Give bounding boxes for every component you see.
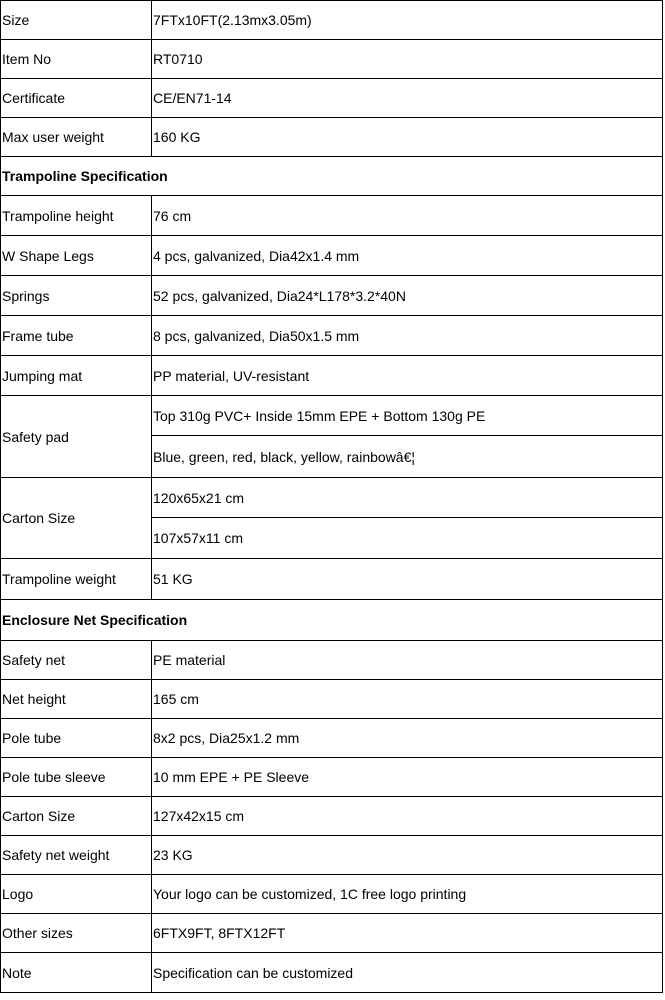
table-row <box>1 236 663 276</box>
table-row <box>1 196 663 236</box>
table-row <box>1 559 663 600</box>
table-row <box>1 316 663 356</box>
row-value: 120x65x21 cm <box>152 478 663 518</box>
row-value: 23 KG <box>152 836 663 875</box>
row-value: 4 pcs, galvanized, Dia42x1.4 mm <box>152 236 663 276</box>
table-row <box>1 478 663 518</box>
section-heading-row <box>1 600 663 641</box>
row-value: CE/EN71-14 <box>152 79 663 118</box>
row-value: 107x57x11 cm <box>152 518 663 559</box>
table-row <box>1 953 663 993</box>
row-label: Carton Size <box>1 797 152 836</box>
table-row <box>1 79 663 118</box>
table-row <box>1 914 663 953</box>
table-row <box>1 276 663 316</box>
row-label: Safety pad <box>1 396 152 478</box>
row-value: 76 cm <box>152 196 663 236</box>
row-label: Item No <box>1 40 152 79</box>
row-label: Logo <box>1 875 152 914</box>
row-value: Top 310g PVC+ Inside 15mm EPE + Bottom 130g PE <box>152 396 663 436</box>
row-value: 8 pcs, galvanized, Dia50x1.5 mm <box>152 316 663 356</box>
row-label: W Shape Legs <box>1 236 152 276</box>
table-row <box>1 641 663 680</box>
table-row <box>1 719 663 758</box>
row-value: 51 KG <box>152 559 663 600</box>
row-label: Note <box>1 953 152 993</box>
row-value: PP material, UV-resistant <box>152 356 663 396</box>
row-value: RT0710 <box>152 40 663 79</box>
row-label: Springs <box>1 276 152 316</box>
row-label: Pole tube <box>1 719 152 758</box>
row-label: Certificate <box>1 79 152 118</box>
table-row <box>1 797 663 836</box>
row-value: 8x2 pcs, Dia25x1.2 mm <box>152 719 663 758</box>
row-label: Other sizes <box>1 914 152 953</box>
row-label: Trampoline weight <box>1 559 152 600</box>
row-label: Trampoline height <box>1 196 152 236</box>
row-value: 10 mm EPE + PE Sleeve <box>152 758 663 797</box>
table-row <box>1 680 663 719</box>
row-label: Size <box>1 1 152 40</box>
row-value: 52 pcs, galvanized, Dia24*L178*3.2*40N <box>152 276 663 316</box>
row-value: 165 cm <box>152 680 663 719</box>
row-label: Net height <box>1 680 152 719</box>
row-label: Safety net <box>1 641 152 680</box>
section-heading-trampoline: Trampoline Specification <box>1 157 663 196</box>
table-row <box>1 836 663 875</box>
row-label: Pole tube sleeve <box>1 758 152 797</box>
row-label: Carton Size <box>1 478 152 559</box>
row-value: 127x42x15 cm <box>152 797 663 836</box>
table-row <box>1 1 663 40</box>
row-value: Specification can be customized <box>152 953 663 993</box>
table-row <box>1 875 663 914</box>
row-label: Max user weight <box>1 118 152 157</box>
table-row <box>1 356 663 396</box>
row-value: 160 KG <box>152 118 663 157</box>
row-value: Blue, green, red, black, yellow, rainbowâ€¦ <box>152 436 663 478</box>
table-row <box>1 396 663 436</box>
row-value: 6FTX9FT, 8FTX12FT <box>152 914 663 953</box>
section-heading-enclosure: Enclosure Net Specification <box>1 600 663 641</box>
row-label: Safety net weight <box>1 836 152 875</box>
row-value: PE material <box>152 641 663 680</box>
section-heading-row <box>1 157 663 196</box>
table-row <box>1 758 663 797</box>
row-label: Jumping mat <box>1 356 152 396</box>
row-label: Frame tube <box>1 316 152 356</box>
row-value: Your logo can be customized, 1C free logo printing <box>152 875 663 914</box>
row-value: 7FTx10FT(2.13mx3.05m) <box>152 1 663 40</box>
table-row <box>1 118 663 157</box>
table-row <box>1 40 663 79</box>
